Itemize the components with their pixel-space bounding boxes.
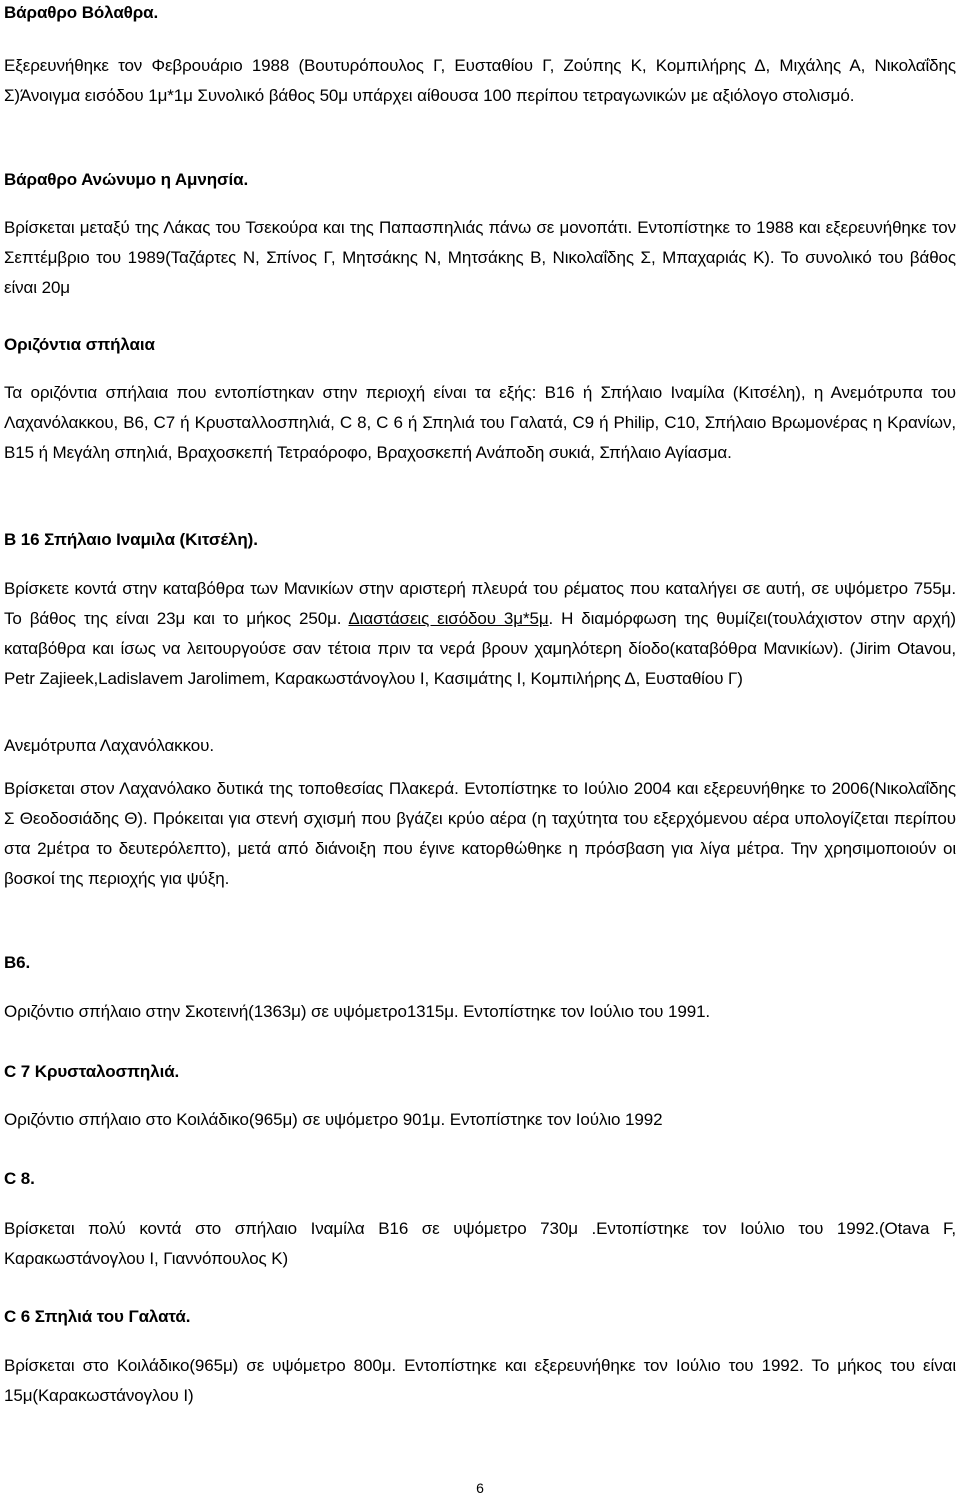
heading-horizontal-caves: Οριζόντια σπήλαια: [4, 335, 155, 354]
paragraph-horizontal-caves: Τα οριζόντια σπήλαια που εντοπίστηκαν στην περιοχή είναι τα εξής: Β16 ή Σπήλαιο Ιναμίλα (Κιτσέλη), η Ανεμότρυπα του Λαχανόλακκου, Β6, C7 ή Κρυσταλλοσπηλιά, C 8, C 6 ή Σπηλιά του Γαλατά, C9 ή Philip, C10, Σπήλαιο Βρωμονέρας η Κρανίων, Β15 ή Μεγάλη σπηλιά, Βραχοσκεπή Τετραόροφο, Βραχοσκεπή Ανάποδη συκιά, Σπήλαιο Αγίασμα.: [4, 383, 956, 462]
paragraph-volathra: Εξερευνήθηκε τον Φεβρουάριο 1988 (Βουτυρόπουλος Γ, Ευσταθίου Γ, Ζούπης Κ, Κομπιλήρης Δ, Μιχάλης Α, Νικολαΐδης Σ)Άνοιγμα εισόδου 1μ*1μ Συνολικό βάθος 50μ υπάρχει αίθουσα 100 περίπου τετραγωνικών με αξιόλογο στολισμό.: [4, 56, 956, 105]
paragraph-c6: Βρίσκεται στο Κοιλάδικο(965μ) σε υψόμετρο 800μ. Εντοπίστηκε και εξερευνήθηκε τον Ιούλιο του 1992. Το μήκος του είναι 15μ(Καρακωστάνογλου Ι): [4, 1356, 956, 1405]
heading-c8: C 8.: [4, 1169, 35, 1188]
page-number: 6: [476, 1480, 484, 1496]
paragraph-b16-inamila: [4, 574, 956, 694]
paragraph-anemotrypa: Βρίσκεται στον Λαχανόλακο δυτικά της τοποθεσίας Πλακερά. Εντοπίστηκε το Ιούλιο 2004 και εξερευνήθηκε το 2006(Νικολαΐδης Σ Θεοδοσιάδης Θ). Πρόκειται για στενή σχισμή που βγάζει κρύο αέρα (η ταχύτητα του εξερχόμενου αέρα υπολογίζεται περίπου στα 2μέτρα το δευτερόλεπτο), μετά από διάνοιξη που έγινε κατορθώθηκε η πρόσβαση για λίγα μέτρα. Την χρησιμοποιούν οι βοσκοί της περιοχής για ψύξη.: [4, 779, 956, 888]
entrance-dimensions-text: Διαστάσεις εισόδου 3μ*5μ: [348, 609, 549, 628]
paragraph-c7: Οριζόντιο σπήλαιο στο Κοιλάδικο(965μ) σε υψόμετρο 901μ. Εντοπίστηκε τον Ιούλιο 1992: [4, 1110, 663, 1129]
heading-c6: C 6 Σπηλιά του Γαλατά.: [4, 1307, 191, 1326]
paragraph-anonymo: Βρίσκεται μεταξύ της Λάκας του Τσεκούρα και της Παπασπηλιάς πάνω σε μονοπάτι. Εντοπίστηκε το 1988 και εξερευνήθηκε τον Σεπτέμβριο του 1989(Ταζάρτες Ν, Σπίνος Γ, Μητσάκης Ν, Μητσάκης Β, Νικολαΐδης Σ, Μπαχαριάς Κ). Το συνολικό του βάθος είναι 20μ: [4, 218, 956, 297]
heading-c7: C 7 Κρυσταλοσπηλιά.: [4, 1062, 180, 1081]
paragraph-b16-part-3: . Η διαμόρφωση της θυμίζει(τουλάχιστον στην αρχή) καταβόθρα και ίσως να λειτουργούσε σαν τέτοια πριν τα νερά βρουν χαμηλότερη δίοδο(καταβόθρα Μανικίων). (Jirim Otavou, Petr Zajieek,Ladislavem Jarolimem, Καρακωστάνογλου Ι, Κασιμάτης Ι, Κομπιλήρης Δ, Ευσταθίου Γ): [4, 609, 956, 688]
heading-varathro-volathra: Βάραθρο Βόλαθρα.: [4, 3, 159, 22]
paragraph-b6: Οριζόντιο σπήλαιο στην Σκοτεινή(1363μ) σε υψόμετρο1315μ. Εντοπίστηκε τον Ιούλιο του 1991.: [4, 1002, 711, 1021]
paragraph-c8: Βρίσκεται πολύ κοντά στο σπήλαιο Ιναμίλα Β16 σε υψόμετρο 730μ .Εντοπίστηκε τον Ιούλιο του 1992.(Otava F, Καρακωστάνογλου Ι, Γιαννόπουλος Κ): [4, 1219, 956, 1268]
heading-varathro-anonymo: Βάραθρο Ανώνυμο η Αμνησία.: [4, 170, 249, 189]
paragraph-b16-part-1: Βρίσκετε κοντά στην καταβόθρα των Μανικίων στην αριστερή πλευρά του ρέματος που καταλήγει σε αυτή, σε υψόμετρο 755μ. Το βάθος της είναι 23μ και το μήκος 250μ.: [4, 579, 956, 628]
heading-b6: Β6.: [4, 953, 31, 972]
heading-anemotrypa: Ανεμότρυπα Λαχανόλακκου.: [4, 736, 214, 755]
heading-b16-inamila: Β 16 Σπήλαιο Ιναμιλα (Κιτσέλη).: [4, 530, 258, 549]
